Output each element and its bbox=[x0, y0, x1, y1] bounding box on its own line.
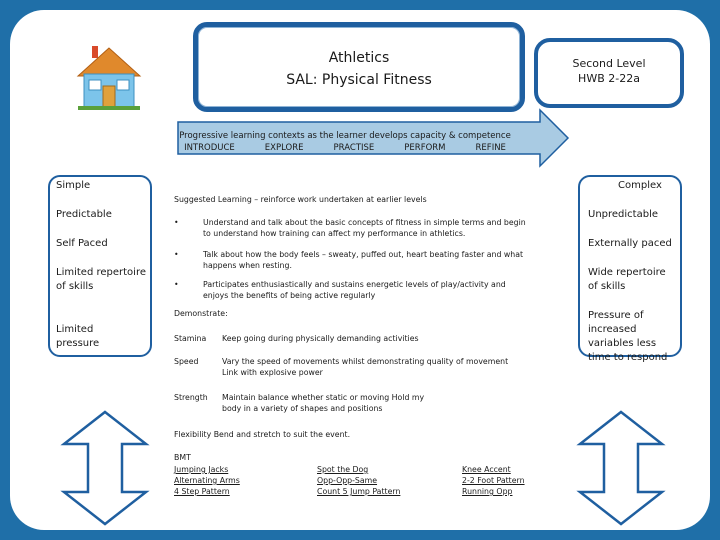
bmt-link[interactable]: Count 5 Jump Pattern bbox=[317, 487, 401, 496]
skill-desc: Vary the speed of movements whilst demonstrating quality of movement Link with explosive power bbox=[222, 357, 509, 377]
stage-introduce: INTRODUCE bbox=[184, 143, 235, 153]
bullet-text: Talk about how the body feels – sweaty, puffed out, heart beating faster and what happens when resting. bbox=[203, 250, 524, 270]
simple-heading: Simple bbox=[56, 180, 91, 191]
bmt-link[interactable]: Opp-Opp-Same bbox=[317, 476, 378, 485]
skill-desc: Maintain balance whether static or moving Hold my body in a variety of shapes and positions bbox=[222, 393, 425, 413]
arrow-banner-text: Progressive learning contexts as the learner develops capacity & competence bbox=[179, 131, 511, 141]
suggested-learning-heading: Suggested Learning – reinforce work undertaken at earlier levels bbox=[174, 195, 427, 204]
bmt-link[interactable]: Alternating Arms bbox=[174, 476, 240, 485]
bmt-link[interactable]: Knee Accent bbox=[462, 465, 511, 474]
bullet-text: Understand and talk about the basic concepts of fitness in simple terms and begin to understand how training can affect my performance in athletics. bbox=[203, 218, 526, 238]
simple-item: Self Paced bbox=[56, 238, 108, 249]
complex-panel bbox=[578, 175, 682, 363]
stage-explore: EXPLORE bbox=[264, 143, 304, 153]
complex-item: Externally paced bbox=[588, 238, 672, 249]
page-title: Athletics bbox=[328, 50, 390, 66]
bullet-dot: • bbox=[174, 280, 179, 289]
stage-list bbox=[160, 142, 530, 154]
flexibility-desc: Bend and stretch to suit the event. bbox=[213, 430, 351, 439]
flexibility-label: Flexibility bbox=[174, 430, 212, 439]
stage-perform: PERFORM bbox=[404, 143, 446, 153]
flexibility-row bbox=[174, 429, 350, 440]
simple-panel bbox=[48, 175, 152, 357]
page-subtitle: SAL: Physical Fitness bbox=[286, 72, 432, 88]
skill-label: Strength bbox=[174, 393, 208, 402]
complex-heading: Complex bbox=[618, 180, 662, 191]
link-column bbox=[174, 464, 240, 497]
bullet-dot: • bbox=[174, 250, 179, 259]
arrow-banner bbox=[160, 130, 530, 154]
bullet-text: Participates enthusiastically and sustains energetic levels of play/activity and enjoys the benefits of being active regularly bbox=[203, 280, 506, 300]
link-column bbox=[462, 464, 525, 497]
level-box bbox=[534, 38, 684, 108]
title-box bbox=[193, 22, 525, 112]
complex-item: Unpredictable bbox=[588, 209, 658, 220]
level-code: HWB 2-22a bbox=[578, 72, 640, 85]
demonstrate-label: Demonstrate: bbox=[174, 309, 228, 318]
bmt-link[interactable]: Jumping Jacks bbox=[174, 465, 229, 474]
link-column bbox=[317, 464, 400, 497]
simple-item: Predictable bbox=[56, 209, 112, 220]
bmt-label: BMT bbox=[174, 453, 191, 462]
level-label: Second Level bbox=[572, 57, 646, 70]
skill-label: Stamina bbox=[174, 334, 207, 343]
stage-refine: REFINE bbox=[475, 143, 506, 153]
bmt-link[interactable]: 2-2 Foot Pattern bbox=[462, 476, 525, 485]
skill-label: Speed bbox=[174, 357, 199, 366]
skill-desc: Keep going during physically demanding activities bbox=[222, 334, 419, 343]
bmt-link[interactable]: Running Opp bbox=[462, 487, 513, 496]
stage-practise: PRACTISE bbox=[333, 143, 375, 153]
complex-item: Wide repertoire of skills bbox=[588, 267, 666, 292]
house-icon[interactable] bbox=[74, 42, 144, 112]
bmt-link[interactable]: 4 Step Pattern bbox=[174, 487, 230, 496]
complex-item: Pressure of increased variables less time to respond bbox=[588, 310, 668, 363]
up-down-arrow-icon bbox=[576, 408, 666, 528]
bullet-dot: • bbox=[174, 218, 179, 227]
simple-item: Limited repertoire of skills bbox=[56, 267, 146, 292]
up-down-arrow-icon bbox=[60, 408, 150, 528]
simple-item: Limited pressure bbox=[56, 324, 100, 349]
bmt-link[interactable]: Spot the Dog bbox=[317, 465, 369, 474]
